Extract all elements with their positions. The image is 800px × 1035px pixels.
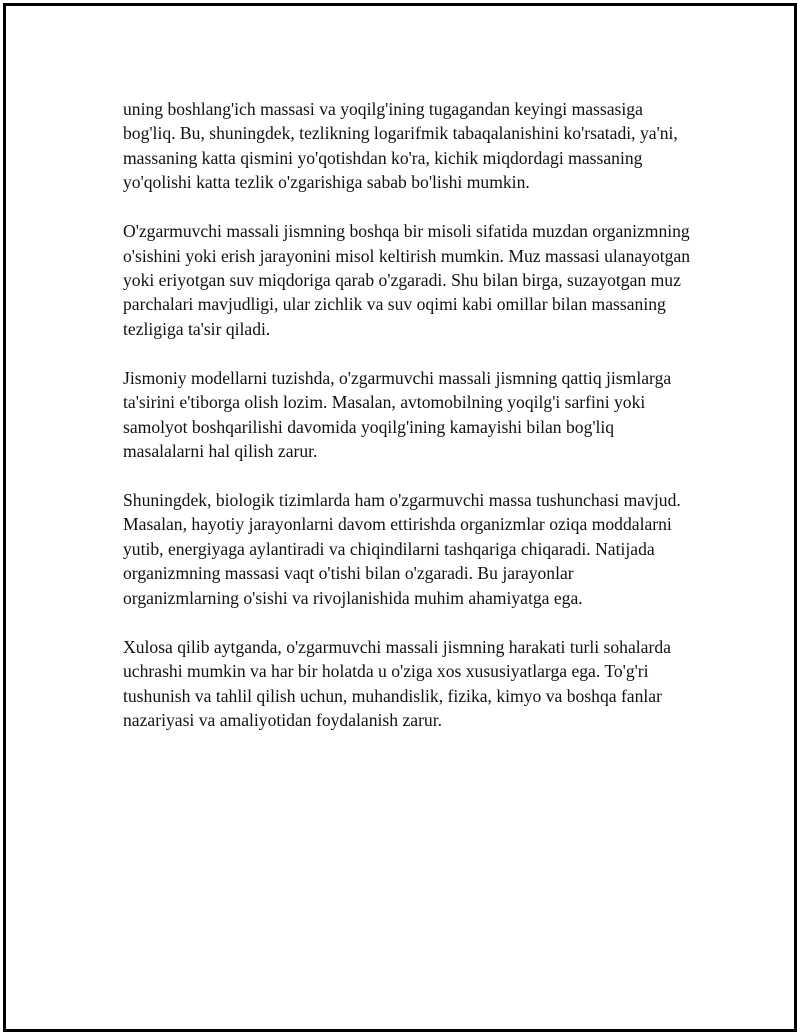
paragraph-2: O'zgarmuvchi massali jismning boshqa bir misoli sifatida muzdan organizmning o'sishini yoki erish jarayonini misol keltirish mumkin. Muz massasi ulanayotgan yoki eriyotgan suv miqdoriga qarab o'zgaradi. Shu bilan birga, suzayotgan muz parchalari mavjudligi, ular zichlik va suv oqimi kabi omillar bilan massaning tezligiga ta'sir qiladi. xyxy=(123,221,691,339)
paragraph-4: Shuningdek, biologik tizimlarda ham o'zgarmuvchi massa tushunchasi mavjud. Masalan, hayotiy jarayonlarni davom ettirishda organizmlar oziqa moddalarni yutib, energiyaga aylantiradi va chiqindilarni tashqariga chiqaradi. Natijada organizmning massasi vaqt o'tishi bilan o'zgaradi. Bu jarayonlar organizmlarning o'sishi va rivojlanishida muhim ahamiyatga ega. xyxy=(123,490,681,608)
paragraph-5: Xulosa qilib aytganda, o'zgarmuvchi massali jismning harakati turli sohalarda uchrashi mumkin va har bir holatda u o'ziga xos xususiyatlarga ega. To'g'ri tushunish va tahlil qilish uchun, muhandislik, fizika, kimyo va boshqa fanlar nazariyasi va amaliyotidan foydalanish zarur. xyxy=(123,636,671,730)
paragraph-1: uning boshlang'ich massasi va yoqilg'ining tugagandan keyingi massasiga bog'liq. Bu, shuningdek, tezlikning logarifmik tabaqalanishini ko'rsatadi, ya'ni, massaning katta qismini yo'qotishdan ko'ra, kichik miqdordagi massaning yo'qolishi katta tezlik o'zgarishiga sabab bo'lishi mumkin. xyxy=(123,99,678,193)
page-frame xyxy=(3,3,797,1032)
document-body xyxy=(123,97,693,757)
paragraph-3: Jismoniy modellarni tuzishda, o'zgarmuvchi massali jismning qattiq jismlarga ta'sirini e'tiborga olish lozim. Masalan, avtomobilning yoqilg'i sarfini yoki samolyot boshqarilishi davomida yoqilg'ining kamayishi bilan bog'liq masalalarni hal qilish zarur. xyxy=(123,367,672,462)
